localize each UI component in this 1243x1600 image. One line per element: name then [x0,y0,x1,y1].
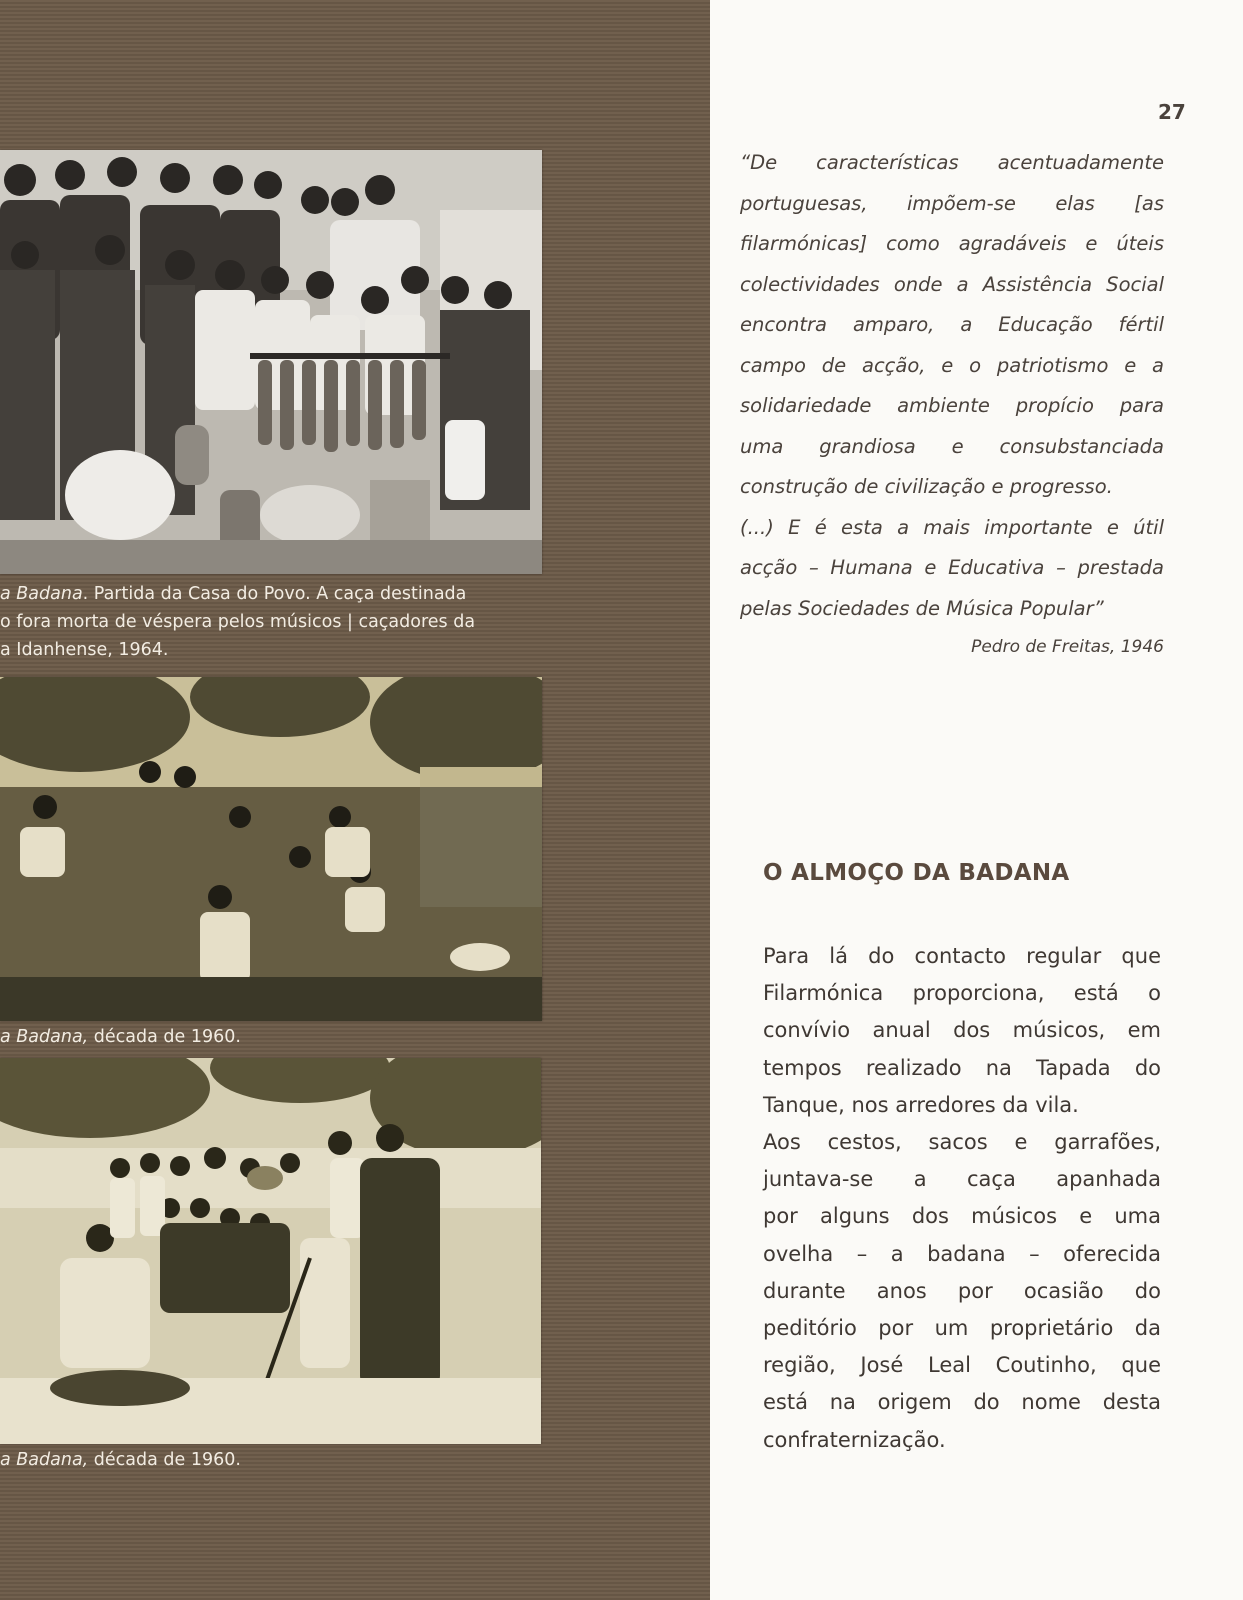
quote-line: (...) E é esta a mais importante e útil [740,515,1164,539]
body-line: por alguns dos músicos e uma [763,1204,1161,1229]
caption-2-rest: década de 1960. [88,1027,241,1047]
photo-caption-3 [0,1446,560,1474]
body-line: juntava-se a caça apanhada [763,1167,1161,1192]
photo-caption-1 [0,580,560,664]
body-line: ovelha – a badana – oferecida [763,1241,1161,1266]
quote-line: acção – Humana e Educativa – prestada [740,556,1164,579]
section-body [763,938,1161,1459]
quote-line: portuguesas, impõem-se elas [as [740,191,1164,215]
photo-band-outdoors [0,1058,541,1444]
quote-attribution: Pedro de Freitas, 1946 [971,637,1164,657]
caption-1-line2: o fora morta de véspera pelos músicos | caçadores da [0,612,476,632]
body-line: tempos realizado na Tapada do [763,1055,1161,1080]
quote-line: construção de civilização e progresso. [740,475,1113,498]
body-line: durante anos por ocasião do [763,1278,1161,1303]
caption-1-line3: a Idanhense, 1964. [0,640,169,660]
caption-2-lead: a Badana, [0,1027,89,1047]
quote-line: uma grandiosa e consubstanciada [740,434,1164,458]
quote-line: encontra amparo, a Educação fértil [740,313,1164,336]
body-line: peditório por um proprietário da [763,1316,1161,1341]
body-line: Tanque, nos arredores da vila. [763,1092,1079,1117]
body-line: região, José Leal Coutinho, que [763,1353,1161,1378]
caption-3-rest: década de 1960. [88,1450,241,1470]
photo-group-hunters [0,150,542,574]
body-line: confraternização. [763,1427,946,1452]
section-title: O ALMOÇO DA BADANA [763,860,1070,886]
epigraph-quote [740,143,1164,629]
body-line: Filarmónica proporciona, está o [763,981,1161,1006]
photo-picnic-trees [0,677,542,1021]
quote-line: colectividades onde a Assistência Social [740,272,1164,296]
caption-1-rest: . Partida da Casa do Povo. A caça destinada [82,584,467,604]
photo-caption-2 [0,1023,560,1051]
quote-line: filarmónicas] como agradáveis e úteis [740,232,1164,255]
body-line: está na origem do nome desta [763,1390,1161,1415]
quote-line: “De características acentuadamente [740,151,1164,174]
caption-3-lead: a Badana, [0,1450,89,1470]
page-number: 27 [1158,100,1186,124]
body-line: convívio anual dos músicos, em [763,1018,1161,1043]
caption-1-lead: a Badana [0,584,83,604]
quote-line: pelas Sociedades de Música Popular” [740,596,1104,620]
body-line: Aos cestos, sacos e garrafões, [763,1130,1161,1155]
body-line: Para lá do contacto regular que [763,944,1161,968]
quote-line: solidariedade ambiente propício para [740,394,1164,417]
quote-line: campo de acção, e o patriotismo e a [740,353,1164,377]
